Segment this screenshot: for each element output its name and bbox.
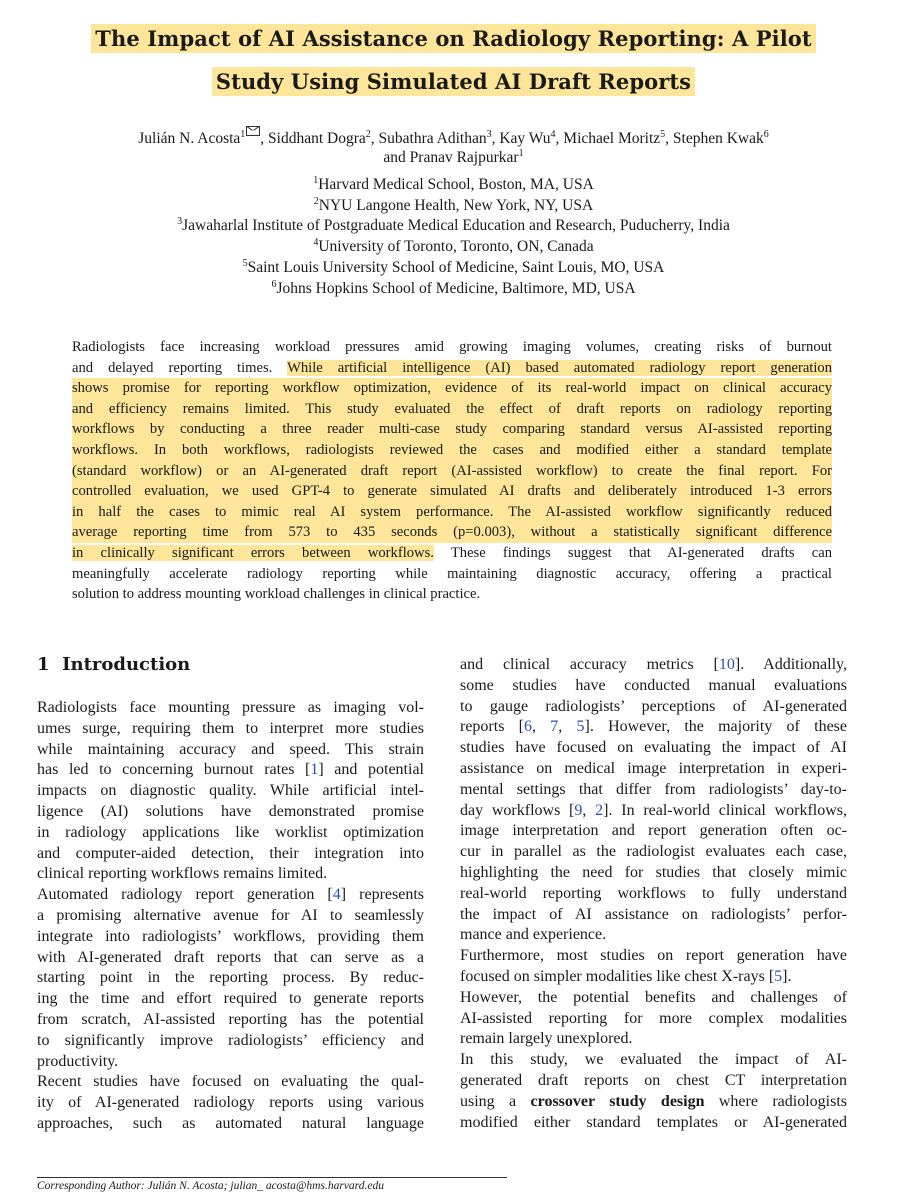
body-line: some studies have conducted manual evaluations: [460, 676, 847, 694]
body-line: [460, 717, 847, 738]
affil-text: Saint Louis University School of Medicine, Saint Louis, MO, USA: [247, 258, 665, 276]
paper-title-line-1: [0, 23, 907, 55]
affiliations: [0, 175, 907, 299]
body-text: ].: [782, 967, 792, 985]
body-line: highlighting the need for studies that closely mimic: [460, 863, 847, 881]
author-list-line-1: [0, 126, 907, 149]
abstract-line: Radiologists face increasing workload pressures amid growing imaging volumes, creating risks of burnout: [72, 339, 832, 355]
author-list-line-2: [0, 147, 907, 168]
left-column: [37, 698, 424, 1135]
body-text: Automated radiology report generation [: [37, 886, 333, 904]
affil-text: Harvard Medical School, Boston, MA, USA: [318, 176, 594, 193]
body-line: AI-assisted reporting for more complex modalities: [460, 1009, 847, 1027]
author-name: , Kay Wu: [491, 130, 551, 147]
affil-text: NYU Langone Health, New York, NY, USA: [318, 196, 594, 214]
abstract-line: [72, 543, 832, 564]
body-line: ing the time and effort required to generate reports: [37, 990, 424, 1008]
body-line: [460, 1092, 847, 1113]
body-text: ,: [558, 718, 577, 736]
affiliation: [0, 175, 907, 196]
abstract-highlight: While artificial intelligence (AI) based automated radiology report generation: [287, 359, 832, 376]
abstract-line: meaningfully accelerate radiology reporting while maintaining diagnostic accuracy, offering a practical: [72, 565, 832, 582]
abstract-line: controlled evaluation, we used GPT-4 to generate simulated AI drafts and deliberately introduced 1-3 errors: [72, 481, 832, 502]
body-text: has led to concerning burnout rates [: [37, 761, 311, 779]
body-line: approaches, such as automated natural language: [37, 1114, 424, 1132]
affiliation: [0, 258, 907, 279]
body-text: ,: [532, 718, 551, 736]
body-line: [460, 967, 847, 988]
body-line: [37, 885, 424, 906]
citation-link[interactable]: 1: [310, 761, 319, 779]
citation-link[interactable]: 10: [718, 656, 735, 673]
citation-link[interactable]: 7: [550, 718, 559, 736]
body-text: and clinical accuracy metrics [: [460, 656, 719, 673]
body-line: Radiologists face mounting pressure as imaging vol-: [37, 699, 424, 716]
affiliation: [0, 237, 907, 258]
right-column: [460, 655, 847, 1133]
section-heading: [37, 654, 190, 675]
abstract-line: [72, 358, 832, 379]
body-line: Recent studies have focused on evaluating the qual-: [37, 1073, 424, 1091]
body-line: starting point in the reporting process. By reduc-: [37, 969, 424, 987]
footnote: Corresponding Author: Julián N. Acosta; julian_ acosta@hms.harvard.edu: [37, 1180, 384, 1192]
author-name: and Pranav Rajpurkar: [383, 149, 519, 166]
author-affil-sup: 1: [240, 129, 246, 140]
citation-link[interactable]: 5: [774, 967, 783, 985]
body-text: ]. However, the majority of these: [584, 718, 847, 736]
affil-sup: 4: [313, 237, 319, 249]
body-line: studies have focused on evaluating the impact of AI: [460, 739, 847, 757]
body-text: ]. In real-world clinical workflows,: [603, 801, 847, 819]
body-line: modified either standard templates or AI-generated: [460, 1113, 847, 1131]
abstract-line: workflows by conducting a three reader multi-case study comparing standard versus AI-assisted reporting: [72, 419, 832, 440]
body-line: Furthermore, most studies on report generation have: [460, 947, 847, 965]
paper-title-line-2: [0, 66, 907, 98]
body-text: ] and potential: [318, 761, 424, 779]
affil-text: Jawaharlal Institute of Postgraduate Medical Education and Research, Puducherry, India: [182, 217, 730, 235]
affil-sup: 6: [271, 278, 277, 290]
affiliation: [0, 196, 907, 217]
body-line: with AI-generated draft reports that can serve as a: [37, 948, 424, 966]
body-line: impacts on diagnostic quality. While artificial intel-: [37, 782, 424, 800]
section-number: 1: [37, 654, 50, 675]
abstract-line: average reporting time from 573 to 435 seconds (p=0.003), without a statistically significant difference: [72, 522, 832, 543]
abstract-line: solution to address mounting workload challenges in clinical practice.: [72, 586, 481, 603]
affil-text: University of Toronto, Toronto, ON, Canada: [318, 238, 594, 256]
body-line: ity of AI-generated radiology reports using various: [37, 1094, 424, 1112]
author-name: , Michael Moritz: [555, 130, 661, 147]
body-line: ligence (AI) solutions have demonstrated promise: [37, 802, 424, 820]
abstract-line: in half the cases to mimic real AI system performance. The AI-assisted workflow significantly reduced: [72, 502, 832, 523]
abstract-line: shows promise for reporting workflow optimization, evidence of its real-world impact on clinical accuracy: [72, 378, 832, 399]
body-line: while maintaining accuracy and speed. This strain: [37, 740, 424, 758]
body-line: real-world reporting workflows to fully understand: [460, 884, 847, 902]
body-text: day workflows [: [460, 801, 575, 819]
body-line: remain largely unexplored.: [460, 1030, 633, 1048]
body-line: to significantly improve radiologists’ efficiency and: [37, 1031, 424, 1049]
body-text: focused on simpler modalities like chest X-rays [: [460, 967, 775, 985]
title-text-2: Study Using Simulated AI Draft Reports: [212, 67, 695, 96]
body-line: mental settings that differ from radiologists’ day-to-: [460, 780, 847, 798]
body-line: in radiology applications like worklist optimization: [37, 823, 424, 841]
abstract-line: (standard workflow) or an AI-generated draft report (AI-assisted workflow) to create the final report. For: [72, 461, 832, 482]
author-affil-sup: 2: [365, 129, 371, 140]
body-line: mance and experience.: [460, 926, 607, 944]
body-text: where radiologists: [704, 1092, 847, 1110]
affiliation: [0, 279, 907, 300]
body-line: [460, 655, 847, 676]
abstract-line: workflows. In both workflows, radiologists reviewed the cases and modified either a standard template: [72, 440, 832, 461]
body-line: In this study, we evaluated the impact of AI-: [460, 1051, 847, 1069]
body-text: ,: [582, 801, 596, 819]
author-affil-sup: 6: [763, 129, 769, 140]
author-name: , Subathra Adithan: [370, 130, 487, 147]
author-name: Julián N. Acosta: [138, 130, 241, 147]
body-line: clinical reporting workflows remains limited.: [37, 865, 328, 883]
affil-sup: 3: [177, 216, 183, 228]
body-line: assistance on medical image interpretation in experi-: [460, 759, 847, 777]
abstract-text: These findings suggest that AI-generated drafts can: [450, 544, 832, 561]
body-line: cur in parallel as the radiologist evaluates each case,: [460, 843, 847, 861]
citation-link[interactable]: 9: [574, 801, 583, 819]
body-text: ] represents: [340, 886, 424, 904]
author-affil-sup: 4: [550, 129, 556, 140]
body-line: integrate into radiologists’ workflows, providing them: [37, 927, 424, 945]
author-affil-sup: 3: [486, 129, 492, 140]
affil-sup: 5: [242, 257, 248, 269]
body-line: image interpretation and report generation often oc-: [460, 822, 847, 840]
abstract-line: and efficiency remains limited. This study evaluated the effect of draft reports on radiology reporting: [72, 399, 832, 420]
author-name: , Stephen Kwak: [665, 130, 764, 147]
abstract: [72, 337, 832, 605]
citation-link[interactable]: 2: [595, 801, 604, 819]
citation-link[interactable]: 4: [332, 886, 341, 904]
citation-link[interactable]: 6: [524, 718, 532, 736]
body-line: [460, 801, 847, 822]
abstract-text: and delayed reporting times.: [72, 359, 273, 376]
body-text: reports [: [460, 718, 524, 736]
body-line: productivity.: [37, 1052, 119, 1070]
body-line: umes surge, requiring them to interpret more studies: [37, 719, 424, 737]
section-title: Introduction: [62, 654, 191, 675]
body-line: a promising alternative avenue for AI to seamlessly: [37, 906, 424, 924]
body-line: [37, 760, 424, 781]
affil-text: Johns Hopkins School of Medicine, Baltimore, MD, USA: [276, 279, 636, 297]
bold-term: crossover study design: [530, 1092, 705, 1110]
body-line: to gauge radiologists’ perceptions of AI-generated: [460, 697, 847, 715]
body-line: from scratch, AI-assisted reporting has the potential: [37, 1010, 424, 1028]
body-line: and computer-aided detection, their integration into: [37, 844, 424, 862]
abstract-highlight: in clinically significant errors between workflows.: [72, 544, 434, 561]
author-name: , Siddhant Dogra: [260, 130, 366, 147]
title-text-1: The Impact of AI Assistance on Radiology Reporting: A Pilot: [91, 24, 815, 53]
affil-sup: 2: [313, 195, 319, 207]
body-text: ]. Additionally,: [734, 656, 847, 673]
author-affil-sup: 5: [660, 129, 666, 140]
email-icon: [246, 126, 260, 136]
body-line: the impact of AI assistance on radiologists’ perfor-: [460, 905, 847, 923]
body-line: generated draft reports on chest CT interpretation: [460, 1071, 847, 1089]
citation-link[interactable]: 5: [576, 718, 585, 736]
body-text: using a: [460, 1092, 531, 1110]
affiliation: [0, 216, 907, 237]
body-line: However, the potential benefits and challenges of: [460, 988, 847, 1006]
affil-sup: 1: [313, 175, 319, 186]
author-affil-sup: 1: [518, 148, 524, 159]
footnote-rule: [37, 1177, 507, 1178]
